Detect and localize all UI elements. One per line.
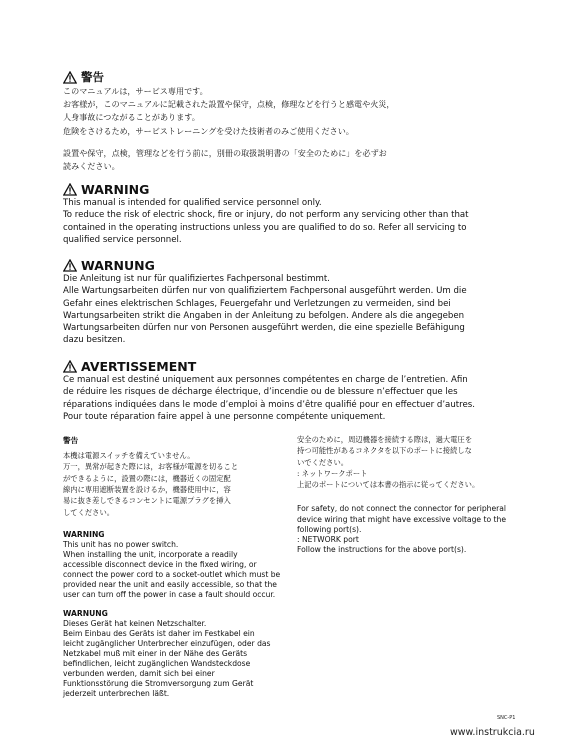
document-code: SNC-P1 (497, 715, 516, 721)
de-warning-line: Wartungsarbeiten strikt die Angaben in der Anleitung zu befolgen. Andere als die angegeben (63, 310, 465, 321)
left-en-title: WARNING (63, 529, 105, 539)
jp-warning-line: 危険をさけるため，サービストレーニングを受けた技術者のみご使用ください。 (63, 125, 354, 136)
right-jp-line: 安全のために，周辺機器を接続する際は，過大電圧を (297, 435, 473, 444)
jp-warning-line: 人身事故につながることがあります。 (63, 112, 200, 123)
fr-warning-line: Ce manual est destiné uniquement aux personnes compétentes en charge de l’entretien. Afin (63, 375, 468, 385)
jp-warning-title: 警告 (81, 70, 104, 84)
left-jp-line: 本機は電源スイッチを備えていません。 (63, 451, 195, 461)
left-de-line: befindlichen, leicht zugänglichen Wandsteckdose (63, 659, 251, 668)
right-jp-line: いでください。 (297, 457, 349, 467)
jp-warning-line: お客様が，このマニュアルに記載された設置や保守，点検，修理などを行うと感電や火災， (63, 99, 395, 110)
right-en-line: following port(s). (297, 524, 362, 534)
de-warning-line: dazu besitzen. (63, 335, 126, 346)
left-jp-line: ができるように，設置の際には，機器近くの固定配 (63, 473, 231, 483)
left-jp-line: 線内に専用遮断装置を設けるか，機器使用中に，容 (63, 484, 231, 494)
warning-triangle-icon (63, 259, 77, 272)
left-de-line: verbunden werden, damit sich bei einer (63, 669, 215, 679)
left-de-line: Beim Einbau des Geräts ist daher im Festkabel ein (63, 628, 255, 638)
left-jp-line: 万一，異常が起きた際には，お客様が電源を切ること (63, 462, 239, 472)
en-warning-section (63, 181, 515, 246)
left-jp-title: 警告 (63, 436, 79, 445)
right-en-line: For safety, do not connect the connector for peripheral (297, 504, 507, 514)
left-de-line: jederzeit unterbrechen läßt. (63, 689, 170, 699)
jp-warning-line: 設置や保守，点検，管理などを行う前に，別冊の取扱説明書の「安全のために」を必ずお (63, 147, 387, 158)
left-de-title: WARNUNG (63, 608, 108, 618)
left-jp-line: 易に抜き差しできるコンセントに電源プラグを挿入 (63, 496, 231, 506)
warning-triangle-icon (63, 360, 77, 373)
jp-warning-line: このマニュアルは，サービス専用です。 (63, 86, 208, 96)
en-warning-line: qualified service personnel. (63, 234, 182, 245)
de-warning-line: Alle Wartungsarbeiten dürfen nur von qualifiziertem Fachpersonal ausgeführt werden. Um die (63, 286, 467, 297)
en-warning-line: contained in the operating instructions unless you are qualified to do so. Refer all servicing to (63, 222, 467, 233)
fr-warning-line: de réduire les risques de décharge électrique, d’incendie ou de blessure n’effectuer que les (63, 387, 458, 398)
en-warning-line: To reduce the risk of electric shock, fire or injury, do not perform any servicing other than that (63, 210, 469, 221)
de-warning-section (63, 257, 515, 347)
fr-warning-title: AVERTISSEMENT (81, 358, 197, 374)
jp-warning-section (63, 70, 515, 173)
right-en-line: device wiring that might have excessive voltage to the (297, 514, 507, 524)
left-de-line: Dieses Gerät hat keinen Netzschalter. (63, 618, 207, 628)
right-column (297, 434, 527, 555)
de-warning-line: Gefahr eines elektrischen Schlages, Feuergefahr und Verletzungen zu vermeiden, sind bei (63, 298, 451, 309)
left-de-line: leicht zugänglicher Unterbrecher einzufügen, oder das (63, 638, 271, 648)
fr-warning-line: Pour toute réparation faire appel à une personne compétente uniquement. (63, 411, 386, 422)
left-en-line: provided near the unit and easily accessible, so that the (63, 580, 277, 590)
left-de-line: Funktionsstörung die Stromversorgung zum Gerät (63, 679, 254, 689)
fr-warning-section (63, 358, 515, 423)
right-en-line: Follow the instructions for the above port(s). (297, 544, 467, 554)
right-en-line: : NETWORK port (297, 534, 359, 544)
right-jp-line: 持つ可能性があるコネクタを以下のポートに接続しな (297, 446, 472, 456)
left-column (63, 436, 293, 699)
watermark-url[interactable]: www.instrukcia.ru (450, 727, 535, 738)
left-en-line: user can turn off the power in case a fault should occur. (63, 590, 276, 600)
left-en-line: This unit has no power switch. (63, 539, 179, 549)
warning-triangle-icon (63, 71, 77, 84)
left-en-line: connect the power cord to a socket-outlet which must be (63, 570, 281, 580)
fr-warning-line: réparations indiquées dans le mode d’emploi à moins d’être qualifié pour en effectuer d’autres. (63, 399, 475, 410)
left-jp-line: してください。 (63, 507, 115, 517)
right-jp-line: : ネットワークポート (297, 468, 368, 478)
right-jp-line: 上記のポートについては本書の指示に従ってください。 (297, 480, 480, 490)
en-warning-title: WARNING (81, 181, 150, 197)
left-en-line: When installing the unit, incorporate a readily (63, 550, 238, 560)
left-de-line: Netzkabel muß mit einer in der Nähe des Geräts (63, 648, 248, 658)
en-warning-line: This manual is intended for qualified service personnel only. (63, 198, 322, 208)
warning-triangle-icon (63, 183, 77, 196)
de-warning-line: Die Anleitung ist nur für qualifiziertes Fachpersonal bestimmt. (63, 274, 330, 284)
jp-warning-line: 読みください。 (63, 161, 120, 172)
de-warning-line: Wartungsarbeiten dürfen nur von Personen ausgeführt werden, die eine spezielle Befähigung (63, 323, 465, 334)
left-en-line: accessible disconnect device in the fixed wiring, or (63, 560, 257, 570)
de-warning-title: WARNUNG (81, 257, 155, 273)
